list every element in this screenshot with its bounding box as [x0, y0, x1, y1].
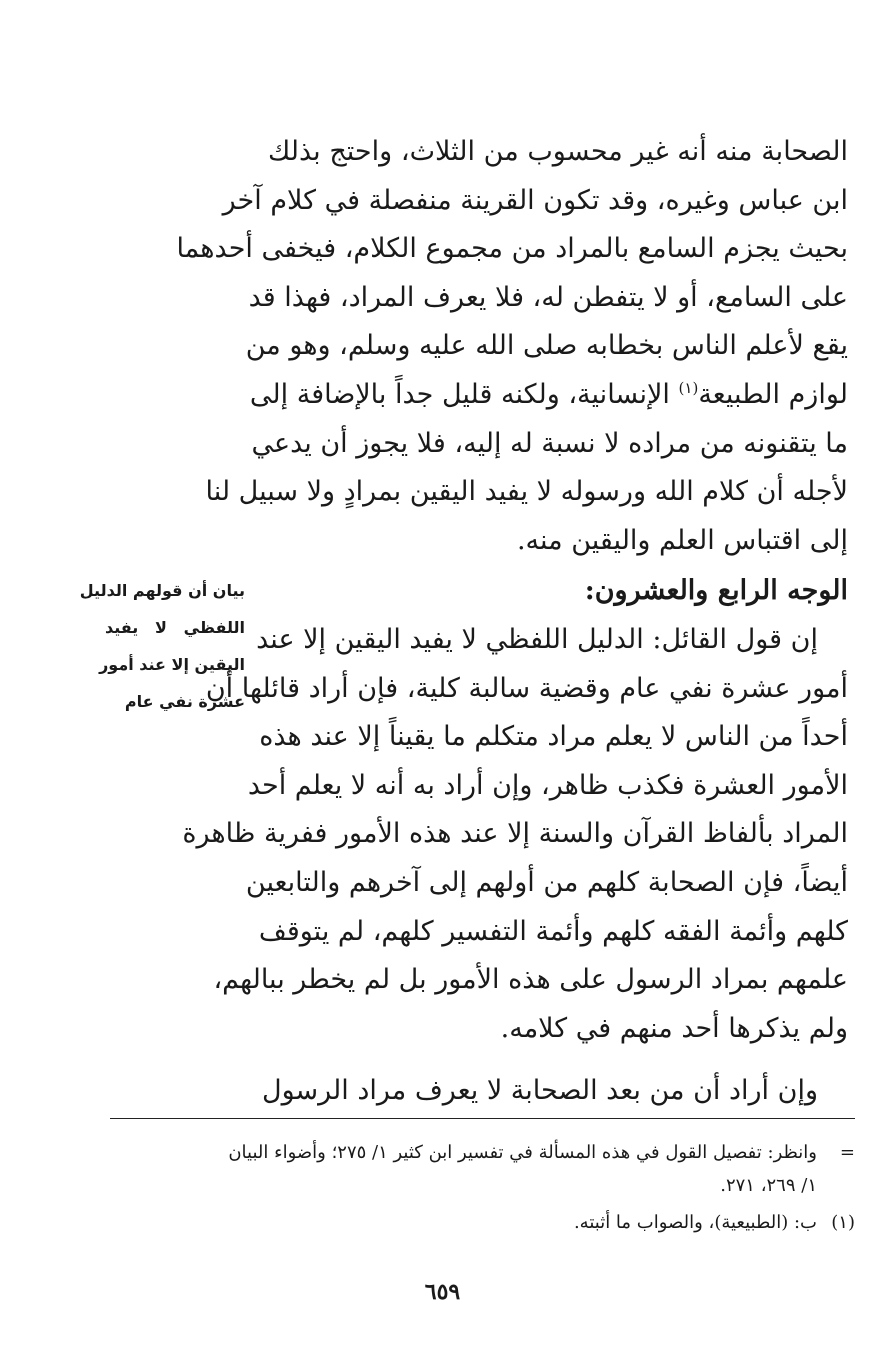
text-line: على السامع، أو لا يتفطن له، فلا يعرف المراد، فهذا قد: [248, 281, 848, 313]
footnote-text: ب: (الطبيعية)، والصواب ما أثبته.: [573, 1212, 817, 1233]
text-line: ولم يذكرها أحد منهم في كلامه.: [500, 1012, 848, 1044]
paragraph-gap: [268, 1053, 848, 1067]
page-number: ٦٥٩: [424, 1279, 461, 1305]
text-line: الأمور العشرة فكذب ظاهر، وإن أراد به أنه لا يعلم أحد: [247, 769, 848, 801]
footnote-text: ١/ ٢٦٩، ٢٧١.: [720, 1175, 817, 1196]
text-line: كلهم وأئمة الفقه كلهم وأئمة التفسير كلهم، لم يتوقف: [258, 915, 848, 947]
margin-note-line: اللفظي لا يفيد: [105, 618, 245, 637]
section-heading: الوجه الرابع والعشرون:: [584, 575, 848, 607]
margin-note: [79, 572, 245, 720]
footnote-number: (١): [831, 1212, 855, 1233]
footnote-reference: (١): [678, 378, 699, 397]
text-line: علمهم بمراد الرسول على هذه الأمور بل لم يخطر ببالهم،: [213, 964, 848, 996]
text-fragment: الإنسانية، ولكنه قليل جداً بالإضافة إلى: [249, 378, 670, 410]
text-line: يقع لأعلم الناس بخطابه صلى الله عليه وسلم، وهو من: [245, 330, 848, 362]
text-line: ما يتقنونه من مراده لا نسبة له إليه، فلا يجوز أن يدعي: [251, 427, 848, 459]
text-line: ابن عباس وغيره، وقد تكون القرينة منفصلة في كلام آخر: [222, 184, 848, 216]
continuation-mark: =: [839, 1142, 855, 1163]
text-line: المراد بألفاظ القرآن والسنة إلا عند هذه الأمور ففرية ظاهرة: [182, 818, 848, 850]
footnote-divider: [110, 1118, 855, 1119]
text-fragment: لوازم الطبيعة: [698, 378, 848, 410]
text-line: أيضاً، فإن الصحابة كلهم من أولهم إلى آخرهم والتابعين: [245, 866, 848, 898]
text-line: وإن أراد أن من بعد الصحابة لا يعرف مراد الرسول: [261, 1075, 818, 1107]
main-text: [176, 128, 848, 1116]
text-line: لأجله أن كلام الله ورسوله لا يفيد اليقين بمرادٍ ولا سبيل لنا: [205, 476, 848, 508]
margin-note-line: بيان أن قولهم الدليل: [79, 581, 245, 600]
text-line: إن قول القائل: الدليل اللفظي لا يفيد اليقين إلا عند: [256, 623, 818, 655]
margin-note-line: اليقين إلا عند أمور: [99, 655, 245, 674]
text-line: بحيث يجزم السامع بالمراد من مجموع الكلام، فيخفى أحدهما: [176, 233, 848, 265]
footnote-text: وانظر: تفصيل القول في هذه المسألة في تفسير ابن كثير ١/ ٢٧٥؛ وأضواء البيان: [228, 1142, 817, 1163]
footnotes: [110, 1136, 855, 1239]
text-line: الصحابة منه أنه غير محسوب من الثلاث، واحتج بذلك: [268, 136, 848, 167]
text-line: إلى اقتباس العلم واليقين منه.: [516, 524, 848, 556]
text-line: أحداً من الناس لا يعلم مراد متكلم ما يقيناً إلا عند هذه: [259, 721, 848, 753]
margin-note-line: عشرة نفي عام: [124, 692, 245, 711]
text-line: أمور عشرة نفي عام وقضية سالبة كلية، فإن أراد قائلها أن: [205, 672, 848, 704]
footnote-1: [110, 1206, 855, 1239]
text-line-with-footnote: [249, 371, 848, 420]
footnote-continuation: [110, 1136, 855, 1169]
